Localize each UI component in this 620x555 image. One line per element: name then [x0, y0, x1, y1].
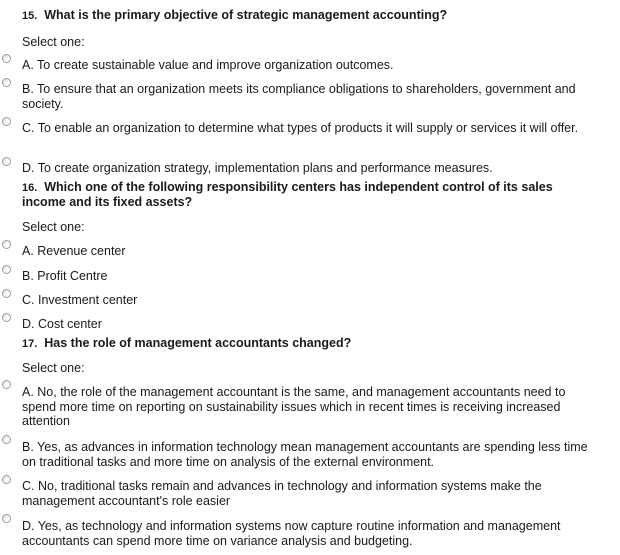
option-label[interactable]: D. Yes, as technology and information systems now capture routine information and management accountants can spend more time on variance analysis and budgeting. [22, 519, 561, 548]
radio-button[interactable] [2, 54, 11, 63]
radio-button[interactable] [2, 380, 11, 389]
radio-button[interactable] [2, 514, 11, 523]
question-number: 15. [22, 10, 38, 22]
question-title [22, 336, 592, 351]
radio-button[interactable] [2, 313, 11, 322]
option-label[interactable]: A. To create sustainable value and improve organization outcomes. [22, 58, 394, 72]
radio-button[interactable] [2, 475, 11, 484]
option-label[interactable]: D. To create organization strategy, implementation plans and performance measures. [22, 161, 493, 175]
select-one-label: Select one: [22, 361, 85, 375]
question-title [22, 8, 592, 23]
question-text: Has the role of management accountants changed? [44, 336, 352, 350]
radio-button[interactable] [2, 289, 11, 298]
question-title [22, 180, 562, 209]
question-text: Which one of the following responsibility centers has independent control of its sales income and its fixed assets? [22, 180, 553, 209]
radio-button[interactable] [2, 78, 11, 87]
radio-button[interactable] [2, 157, 11, 166]
select-one-label: Select one: [22, 35, 85, 49]
option-label[interactable]: A. Revenue center [22, 244, 126, 258]
question-text: What is the primary objective of strategic management accounting? [44, 8, 448, 22]
option-label[interactable]: B. Profit Centre [22, 269, 108, 283]
radio-button[interactable] [2, 117, 11, 126]
option-label[interactable]: D. Cost center [22, 317, 102, 331]
option-label[interactable]: C. To enable an organization to determine what types of products it will supply or services it will offer. [22, 121, 579, 135]
select-one-label: Select one: [22, 220, 85, 234]
question-number: 16. [22, 182, 38, 194]
radio-button[interactable] [2, 240, 11, 249]
option-label[interactable]: A. No, the role of the management accountant is the same, and management accountants need to spend more time on reporting on sustainability issues which in recent times is receiving increased attention [22, 385, 566, 428]
radio-button[interactable] [2, 435, 11, 444]
option-label[interactable]: B. Yes, as advances in information technology mean management accountants are spending less time on traditional tasks and more time on analysis of the external environment. [22, 440, 588, 469]
option-label[interactable]: C. No, traditional tasks remain and advances in technology and information systems make the management accountant's role easier [22, 479, 542, 508]
option-label[interactable]: B. To ensure that an organization meets its compliance obligations to shareholders, government and society. [22, 82, 576, 111]
radio-button[interactable] [2, 265, 11, 274]
option-label[interactable]: C. Investment center [22, 293, 138, 307]
question-number: 17. [22, 338, 38, 350]
